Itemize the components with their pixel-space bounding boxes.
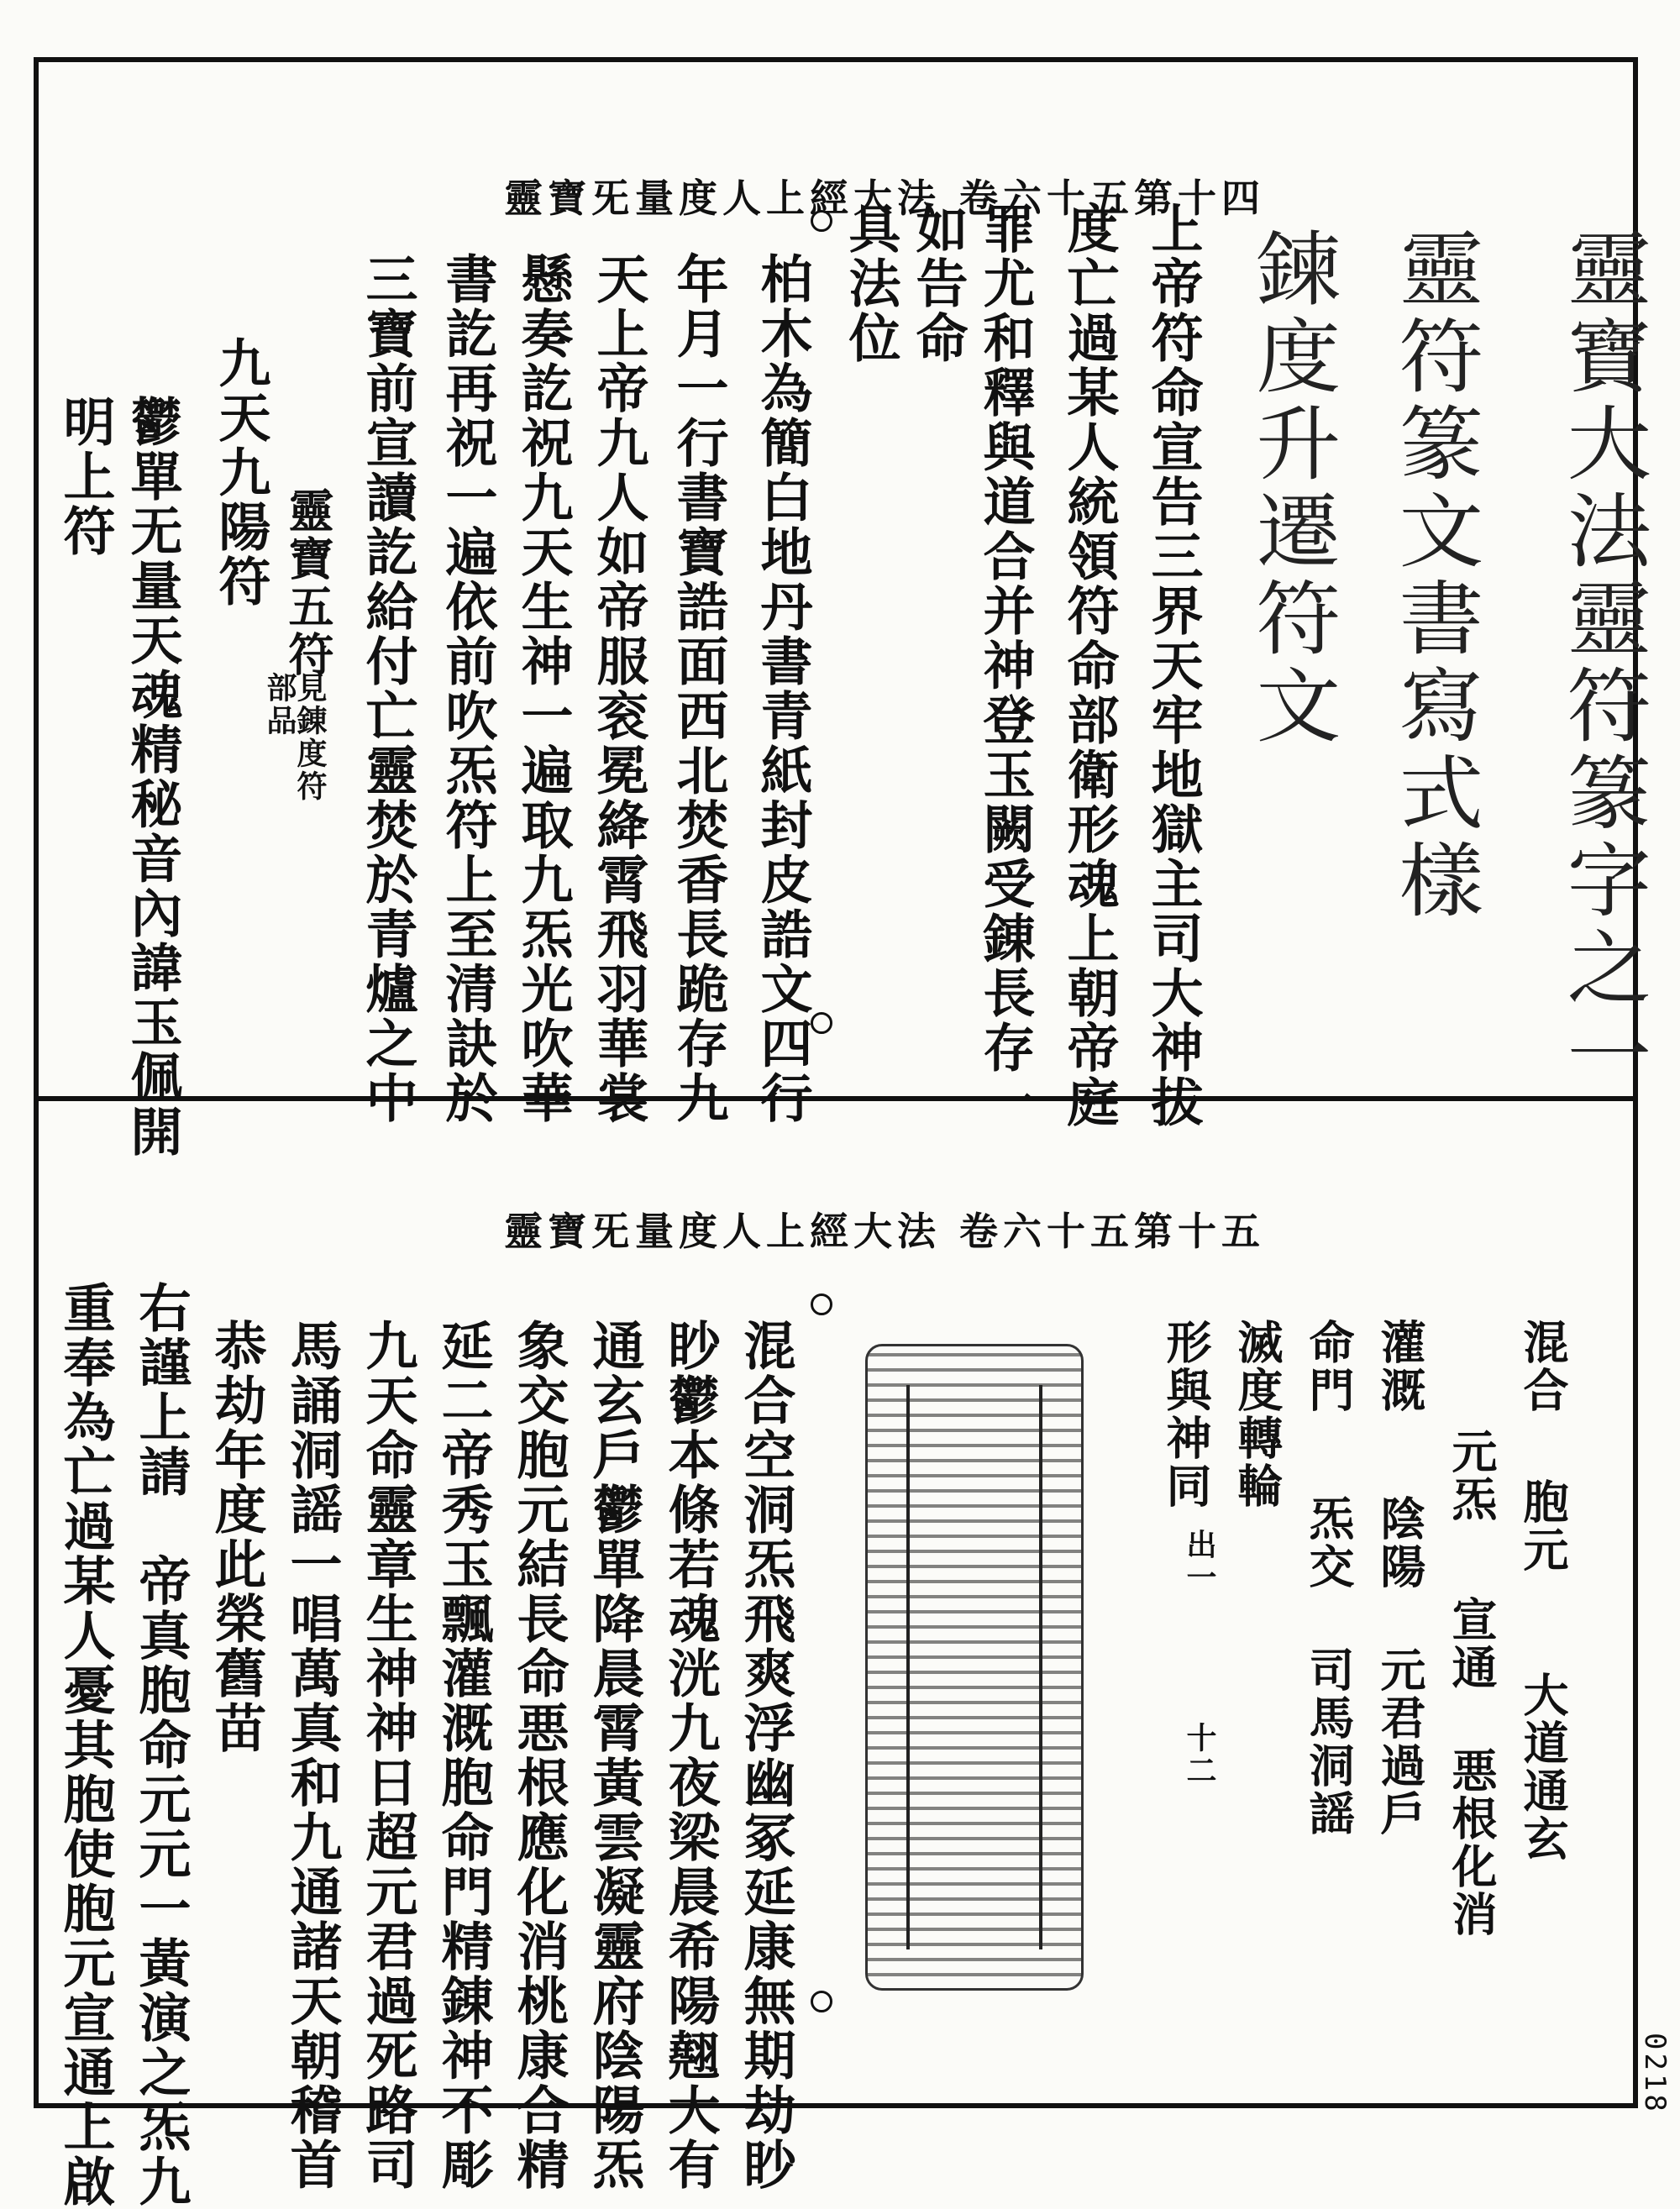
top-note-main: 靈寶五符 bbox=[281, 487, 335, 679]
circle-mark bbox=[811, 1293, 832, 1315]
top-text-column-8: 天上帝九人如帝服衮冕絳霄飛羽華裳 bbox=[588, 252, 649, 1125]
top-text-column-3: 罪尤和釋與道合并神登玉闕受錬長存一 bbox=[974, 202, 1036, 1130]
talisman-inner-frame bbox=[906, 1385, 1043, 1949]
bottom-right-c5: 滅度轉輪 bbox=[1231, 1319, 1284, 1510]
top-running-header: 靈寶旡量度人上經大法 卷六十五第十四 bbox=[504, 176, 1266, 221]
bottom-right-c4a: 命門 bbox=[1302, 1319, 1356, 1414]
top-text-column-5: 具法位 bbox=[840, 202, 901, 365]
bottom-right-c1c: 大道通玄 bbox=[1516, 1671, 1570, 1863]
bottom-right-c2a: 元炁 bbox=[1445, 1428, 1499, 1524]
bottom-right-small-b: 十二 bbox=[1182, 1722, 1217, 1787]
bottom-text-column-8: 恭劫年度此榮舊苗 bbox=[206, 1319, 267, 1755]
top-text-column-4: 如告命 bbox=[907, 202, 969, 365]
bottom-running-header: 靈寶旡量度人上經大法 卷六十五第十五 bbox=[504, 1209, 1266, 1254]
bottom-right-c4c: 司馬洞謡 bbox=[1302, 1646, 1356, 1838]
top-text-column-1: 上帝符命宣告三界天牢地獄主司大神拔 bbox=[1142, 202, 1204, 1130]
top-text-column-14: 明上符 bbox=[55, 395, 116, 559]
top-text-column-9: 懸奏訖祝九天生神一遍取九炁光吹華 bbox=[512, 252, 574, 1125]
top-text-column-2: 度亡過某人統領符命部衛形魂上朝帝庭 bbox=[1058, 202, 1120, 1130]
top-text-column-11: 三寶前宣讀訖給付亡靈焚於青爐之中 bbox=[357, 252, 418, 1125]
page-number: 0218 bbox=[1638, 2033, 1672, 2115]
top-text-column-10: 書訖再祝一遍依前吹炁符上至清訣於 bbox=[437, 252, 498, 1125]
bottom-right-c4b: 炁交 bbox=[1302, 1495, 1356, 1591]
page-divider bbox=[34, 1096, 1638, 1101]
top-text-column-12: 九天九陽符 bbox=[210, 336, 271, 609]
top-note-small: 見錬度符部品 bbox=[262, 672, 328, 803]
circle-mark bbox=[811, 210, 832, 232]
bottom-right-small-a: 出一 bbox=[1182, 1529, 1217, 1594]
talisman-figure bbox=[865, 1344, 1084, 1991]
bottom-text-column-5: 延二帝秀玉飄灌溉胞命門精錬神不彫 bbox=[433, 1319, 494, 2192]
bottom-text-column-3: 通玄戶鬱單降晨霄黃雲凝靈府陰陽炁 bbox=[584, 1319, 645, 2192]
bottom-text-column-7: 馬誦洞謡一唱萬真和九通諸天朝稽首 bbox=[281, 1319, 343, 2192]
bottom-text-column-6: 九天命靈章生神神日超元君過死路司 bbox=[357, 1319, 418, 2192]
top-text-column-6: 柏木為簡白地丹書青紙封皮誥文四行 bbox=[752, 252, 813, 1125]
bottom-right-c3a: 灌溉 bbox=[1373, 1319, 1427, 1414]
bottom-text-column-2: 眇鬱本條若魂洸九夜梁晨希陽翹大有 bbox=[659, 1319, 721, 2192]
seal-script-column-3: 鍊度升遷符文 bbox=[1242, 227, 1341, 751]
bottom-text-column-10: 重奉為亡過某人憂其胞使胞元宣通上啟 bbox=[55, 1281, 116, 2209]
top-text-column-7: 年月一行書寶誥面西北焚香長跪存九 bbox=[668, 252, 729, 1125]
bottom-text-column-1: 混合空洞炁飛爽浮幽冢延康無期劫眇 bbox=[735, 1319, 796, 2192]
seal-script-column-2: 靈符篆文書寫式樣 bbox=[1385, 227, 1484, 926]
seal-script-column-1: 靈寶大法靈符篆字之一 bbox=[1553, 227, 1652, 1100]
bottom-text-column-9: 右謹上請 帝真胞命元元一黃演之炁九 bbox=[130, 1281, 192, 2209]
bottom-right-c6: 形與神同 bbox=[1159, 1319, 1213, 1510]
circle-mark bbox=[811, 1991, 832, 2012]
bottom-right-c2b: 宣通 bbox=[1445, 1596, 1499, 1692]
bottom-right-c3b: 陰陽 bbox=[1373, 1495, 1427, 1591]
bottom-right-c2c: 悪根化消 bbox=[1445, 1747, 1499, 1939]
bottom-right-c3c: 元君過戶 bbox=[1373, 1646, 1427, 1838]
circle-mark bbox=[811, 1012, 832, 1034]
bottom-text-column-4: 象交胞元結長命悪根應化消桃康合精 bbox=[508, 1319, 570, 2192]
top-text-column-13: 鬱單无量天魂精秘音內諱玉佩開 bbox=[122, 395, 183, 1159]
bottom-right-c1b: 胞元 bbox=[1516, 1478, 1570, 1574]
bottom-right-c1a: 混合 bbox=[1516, 1319, 1570, 1414]
